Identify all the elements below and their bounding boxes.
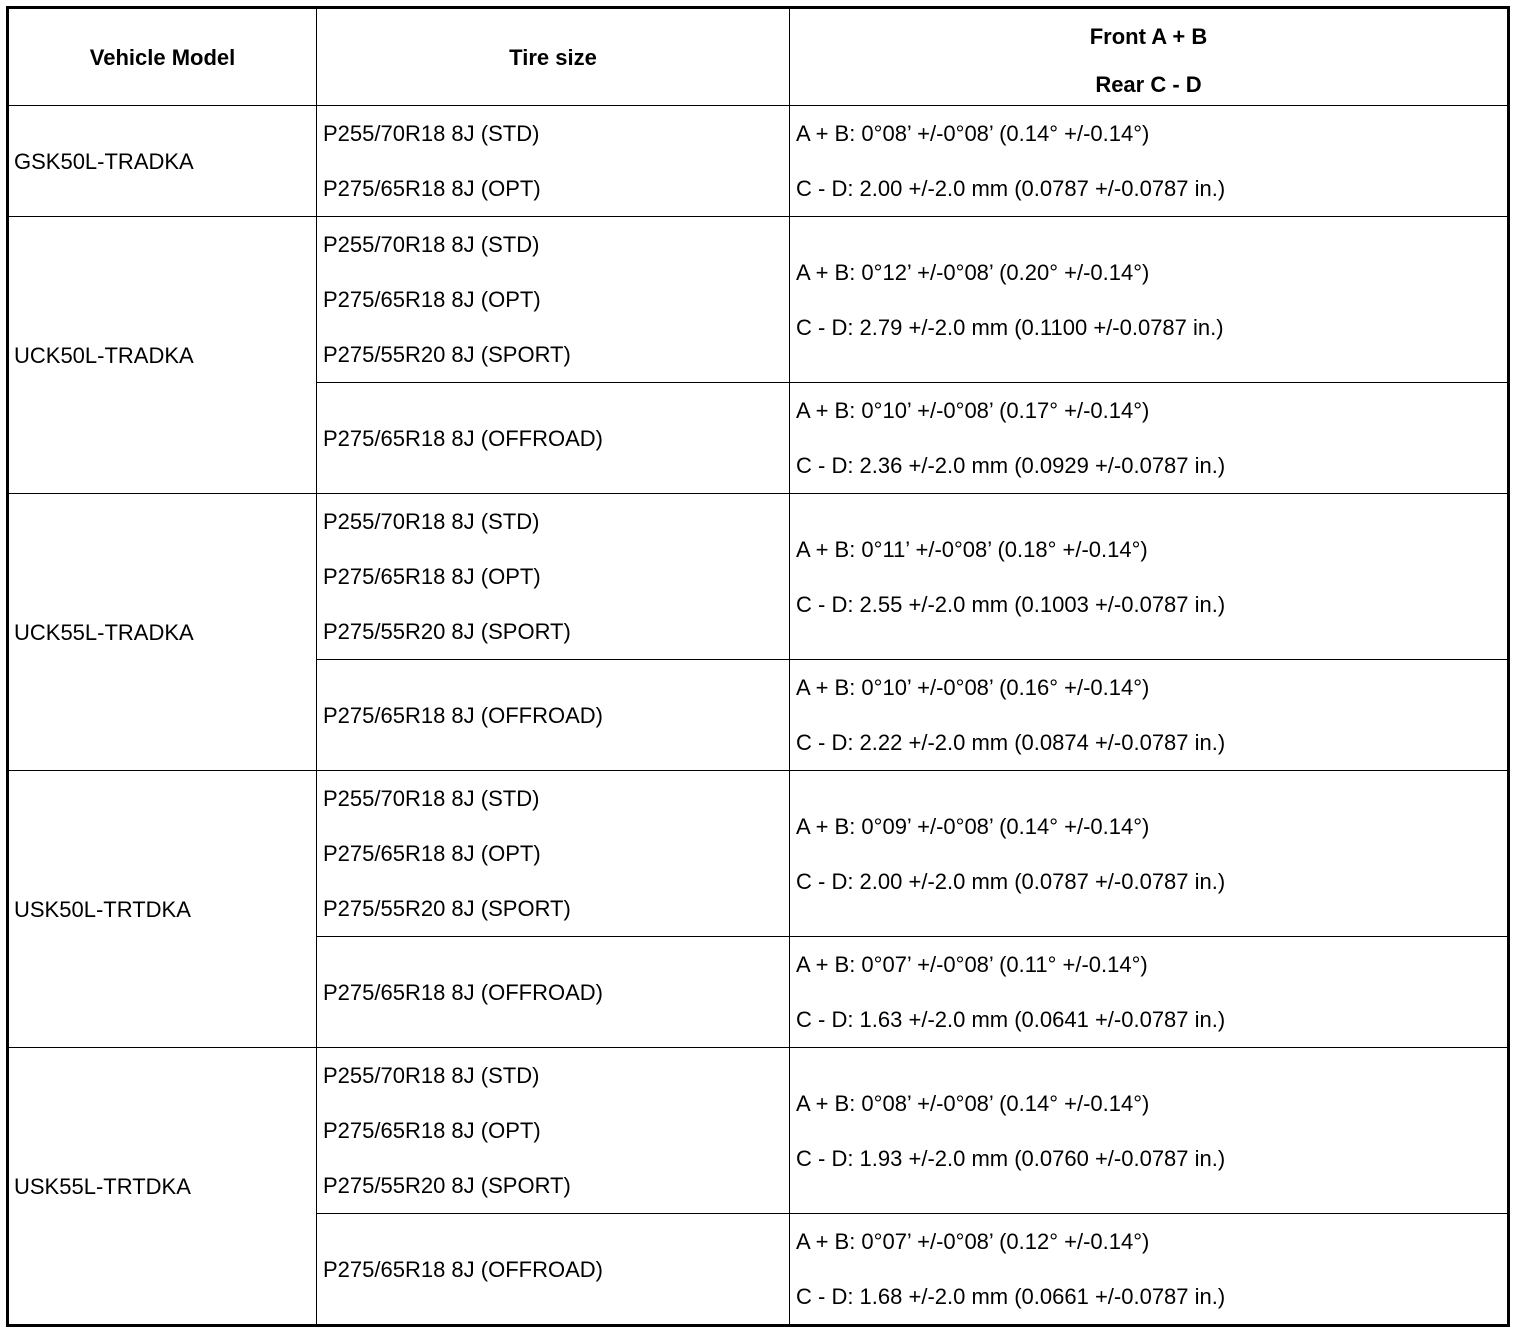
- table-row: [8, 771, 1509, 937]
- rear-toe-value: C - D: 2.55 +/-2.0 mm (0.1003 +/-0.0787 in.): [796, 591, 1226, 617]
- table-row: [8, 1048, 1509, 1214]
- rear-toe-value: C - D: 1.68 +/-2.0 mm (0.0661 +/-0.0787 in.): [796, 1284, 1226, 1309]
- tire-size-entry: P275/65R18 8J (OPT): [323, 564, 541, 589]
- alignment-spec-cell: [790, 660, 1509, 771]
- vehicle-model-cell: UCK50L-TRADKA: [8, 217, 317, 494]
- vehicle-model-cell: USK55L-TRTDKA: [8, 1048, 317, 1326]
- rear-toe-value: C - D: 2.79 +/-2.0 mm (0.1100 +/-0.0787 in.): [796, 314, 1224, 340]
- tire-size-cell: [317, 217, 790, 383]
- header-front-label: Front A + B: [1089, 24, 1208, 49]
- header-rear-label: Rear C - D: [1095, 72, 1202, 97]
- alignment-spec-cell: [790, 217, 1509, 383]
- table-row: [8, 494, 1509, 660]
- header-vehicle-model: Vehicle Model: [8, 8, 317, 106]
- tire-size-entry: P255/70R18 8J (STD): [323, 509, 540, 534]
- rear-toe-value: C - D: 2.00 +/-2.0 mm (0.0787 +/-0.0787 in.): [796, 868, 1226, 894]
- rear-toe-value: C - D: 1.93 +/-2.0 mm (0.0760 +/-0.0787 in.): [796, 1145, 1226, 1171]
- alignment-spec-cell: [790, 1214, 1509, 1326]
- tire-size-entry: P275/65R18 8J (OPT): [323, 287, 541, 312]
- alignment-spec-cell: [790, 937, 1509, 1048]
- tire-size-cell: [317, 1214, 790, 1326]
- table-body: [8, 106, 1509, 1326]
- tire-size-entry: P275/65R18 8J (OFFROAD): [323, 979, 603, 1005]
- vehicle-model-cell: UCK55L-TRADKA: [8, 494, 317, 771]
- tire-size-entry: P275/65R18 8J (OPT): [323, 841, 541, 866]
- front-toe-value: A + B: 0°11’ +/-0°08’ (0.18° +/-0.14°): [796, 536, 1148, 562]
- tire-size-entry: P275/65R18 8J (OFFROAD): [323, 1256, 603, 1282]
- tire-size-entry: P275/65R18 8J (OPT): [323, 176, 541, 201]
- rear-toe-value: C - D: 2.00 +/-2.0 mm (0.0787 +/-0.0787 in.): [796, 176, 1226, 201]
- tire-size-cell: [317, 1048, 790, 1214]
- front-toe-value: A + B: 0°08’ +/-0°08’ (0.14° +/-0.14°): [796, 121, 1150, 146]
- tire-size-entry: P275/65R18 8J (OFFROAD): [323, 425, 603, 451]
- tire-size-entry: P275/55R20 8J (SPORT): [323, 342, 571, 367]
- tire-size-entry: P275/55R20 8J (SPORT): [323, 1173, 571, 1198]
- alignment-spec-table: [6, 6, 1510, 1327]
- alignment-spec-cell: [790, 771, 1509, 937]
- tire-size-entry: P255/70R18 8J (STD): [323, 1063, 540, 1088]
- vehicle-model-cell: GSK50L-TRADKA: [8, 106, 317, 217]
- tire-size-entry: P275/65R18 8J (OFFROAD): [323, 702, 603, 728]
- alignment-spec-cell: [790, 106, 1509, 217]
- tire-size-entry: P275/65R18 8J (OPT): [323, 1118, 541, 1143]
- table-header-row: [8, 8, 1509, 106]
- rear-toe-value: C - D: 2.22 +/-2.0 mm (0.0874 +/-0.0787 in.): [796, 730, 1226, 755]
- tire-size-cell: [317, 771, 790, 937]
- tire-size-cell: [317, 383, 790, 494]
- front-toe-value: A + B: 0°07’ +/-0°08’ (0.11° +/-0.14°): [796, 952, 1148, 977]
- front-toe-value: A + B: 0°09’ +/-0°08’ (0.14° +/-0.14°): [796, 813, 1150, 839]
- tire-size-entry: P255/70R18 8J (STD): [323, 121, 540, 146]
- table-row: [8, 217, 1509, 383]
- tire-size-entry: P275/55R20 8J (SPORT): [323, 896, 571, 921]
- front-toe-value: A + B: 0°10’ +/-0°08’ (0.17° +/-0.14°): [796, 398, 1150, 423]
- front-toe-value: A + B: 0°07’ +/-0°08’ (0.12° +/-0.14°): [796, 1229, 1150, 1254]
- tire-size-cell: [317, 937, 790, 1048]
- header-tire-size: Tire size: [317, 8, 790, 106]
- tire-size-entry: P275/55R20 8J (SPORT): [323, 619, 571, 644]
- tire-size-cell: [317, 660, 790, 771]
- alignment-spec-cell: [790, 494, 1509, 660]
- front-toe-value: A + B: 0°10’ +/-0°08’ (0.16° +/-0.14°): [796, 675, 1150, 700]
- rear-toe-value: C - D: 2.36 +/-2.0 mm (0.0929 +/-0.0787 in.): [796, 453, 1226, 478]
- alignment-spec-cell: [790, 383, 1509, 494]
- tire-size-entry: P255/70R18 8J (STD): [323, 232, 540, 257]
- tire-size-cell: [317, 494, 790, 660]
- vehicle-model-cell: USK50L-TRTDKA: [8, 771, 317, 1048]
- alignment-spec-cell: [790, 1048, 1509, 1214]
- front-toe-value: A + B: 0°08’ +/-0°08’ (0.14° +/-0.14°): [796, 1090, 1150, 1116]
- front-toe-value: A + B: 0°12’ +/-0°08’ (0.20° +/-0.14°): [796, 259, 1150, 285]
- rear-toe-value: C - D: 1.63 +/-2.0 mm (0.0641 +/-0.0787 in.): [796, 1007, 1226, 1032]
- table-row: [8, 106, 1509, 217]
- tire-size-entry: P255/70R18 8J (STD): [323, 786, 540, 811]
- tire-size-cell: [317, 106, 790, 217]
- header-front-rear: [790, 8, 1509, 106]
